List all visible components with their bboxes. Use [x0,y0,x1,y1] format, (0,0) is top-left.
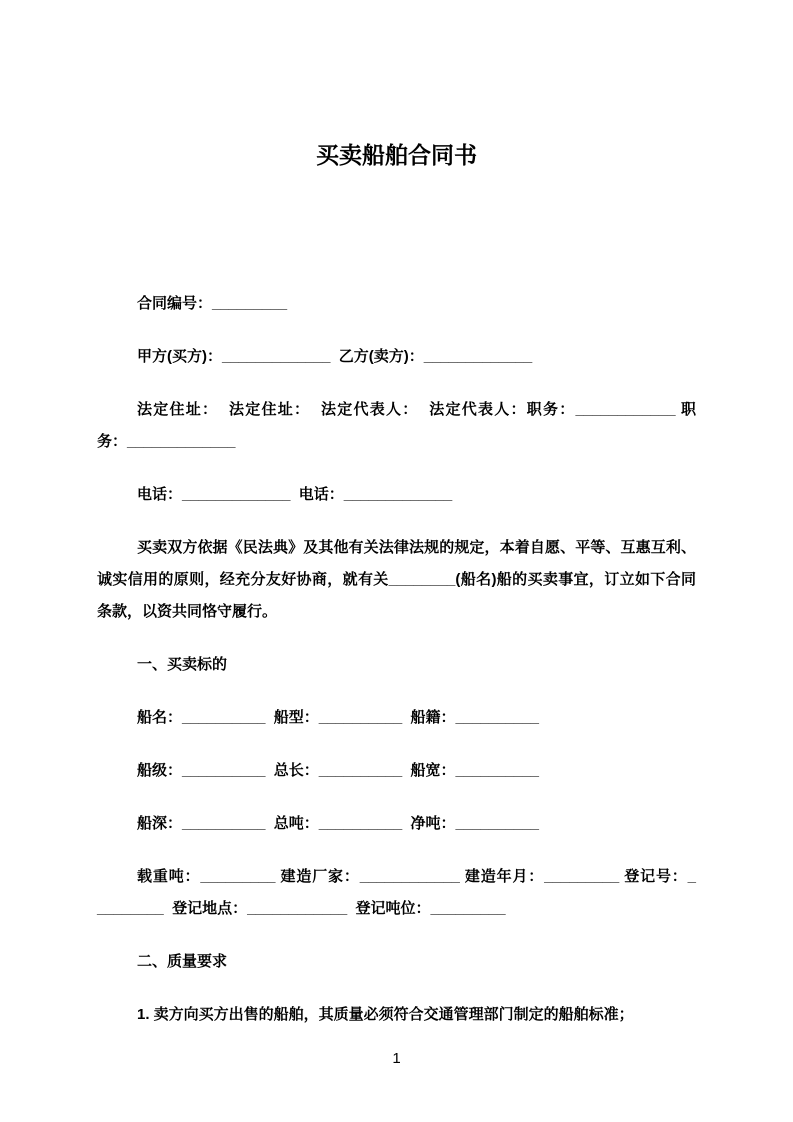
clause-quality-1: 1. 卖方向买方出售的船舶，其质量必须符合交通管理部门制定的船舶标准； [137,1006,634,1023]
contract-number-line: 合同编号：_________ [137,295,288,312]
parties-line: 甲方(买方)：_____________ 乙方(卖方)：_____________ [137,348,533,365]
page-number: 1 [392,1050,401,1067]
ship-class-length-width-line: 船级：__________ 总长：__________ 船宽：__________ [137,762,539,779]
phones-line: 电话：_____________ 电话：_____________ [137,486,453,503]
ship-registration-line-2: ________ 登记地点：____________ 登记吨位：_________ [97,900,506,917]
section-heading-quality-requirements: 二、质量要求 [137,953,228,970]
ship-registration-line-1: 载重吨：_________ 建造厂家：____________ 建造年月：_________ 登记号：_ [137,868,696,885]
ship-name-type-registry-line: 船名：__________ 船型：__________ 船籍：__________ [137,709,539,726]
section-heading-sale-subject: 一、买卖标的 [137,656,228,673]
document-title: 买卖船舶合同书 [316,142,477,168]
legal-address-line-2: 务：_____________ [97,433,236,450]
legal-address-line-1: 法定住址： 法定住址： 法定代表人： 法定代表人：职务：____________ 职 [137,401,696,418]
preamble-paragraph: 买卖双方依据《民法典》及其他有关法律法规的规定，本着自愿、平等、互惠互利、诚实信用的原则，经充分友好协商，就有关________(船名)船的买卖事宜，订立如下合同条款，以资共同恪守履行。 [97,539,696,620]
ship-depth-tonnage-line: 船深：__________ 总吨：__________ 净吨：__________ [137,815,539,832]
